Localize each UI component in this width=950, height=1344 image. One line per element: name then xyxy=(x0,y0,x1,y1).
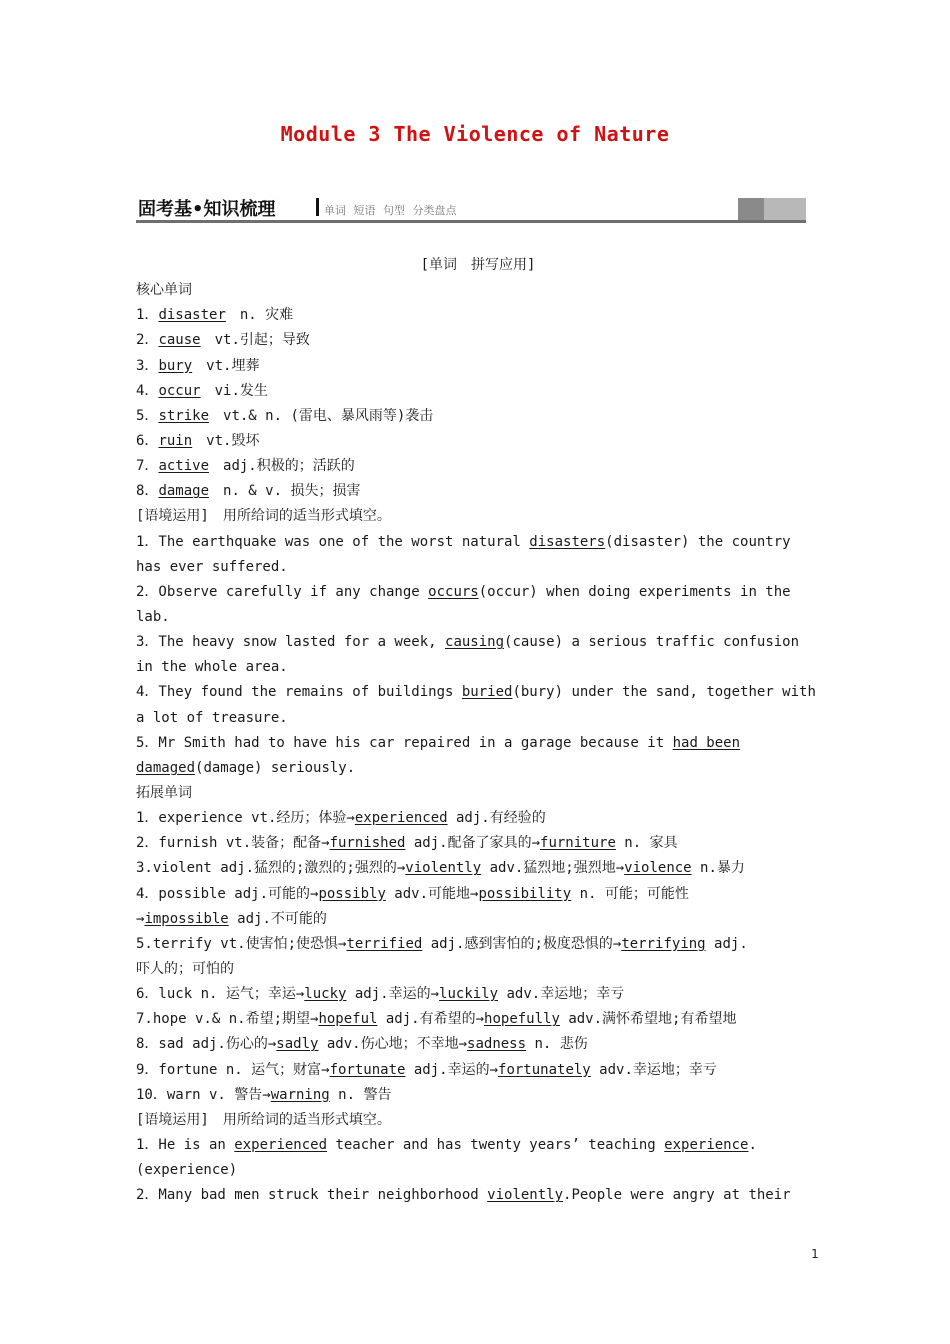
text-line xyxy=(136,882,820,907)
answer-text: occur xyxy=(158,382,201,399)
line-text: 1．He is an xyxy=(136,1136,235,1153)
line-text: adv.幸运地；幸亏 xyxy=(498,986,625,1003)
text-line xyxy=(136,781,820,806)
answer-text: furnished xyxy=(329,835,406,852)
answer-text: violently xyxy=(405,860,482,877)
line-text: 3．The heavy snow lasted for a week, xyxy=(136,634,446,651)
answer-text: fortunately xyxy=(498,1061,591,1078)
line-text: 8． xyxy=(136,483,159,500)
line-text: 5.terrify vt.使害怕;使恐惧→ xyxy=(136,935,347,952)
line-text: adv.猛烈地;强烈地→ xyxy=(481,860,625,877)
line-text: .People were angry at their xyxy=(563,1187,791,1204)
line-text: 1．experience vt.经历；体验→ xyxy=(136,810,355,827)
text-line xyxy=(136,1133,820,1158)
line-text: adj.不可能的 xyxy=(228,910,327,927)
line-text: 2．Observe carefully if any change xyxy=(136,583,429,600)
answer-text: strike xyxy=(158,407,210,424)
line-text: adj.有希望的→ xyxy=(377,1011,485,1028)
line-text: (experience) xyxy=(136,1162,238,1179)
text-line xyxy=(136,530,820,555)
line-text: n.暴力 xyxy=(691,860,745,877)
answer-text: occurs xyxy=(428,583,479,600)
text-line xyxy=(136,253,820,278)
line-text: adj.幸运的→ xyxy=(405,1061,499,1078)
answer-text: ruin xyxy=(158,432,193,449)
line-text: 拓展单词 xyxy=(136,784,192,801)
banner-light-block xyxy=(764,198,806,220)
line-text: vi.发生 xyxy=(200,382,268,399)
text-line xyxy=(136,580,820,605)
text-line xyxy=(136,706,820,731)
line-text: 4． xyxy=(136,382,159,399)
answer-text: violently xyxy=(487,1187,564,1204)
text-line xyxy=(136,655,820,680)
text-line xyxy=(136,429,820,454)
line-text: . xyxy=(748,1136,757,1153)
answer-text: furniture xyxy=(540,835,616,852)
line-text: 1． xyxy=(136,307,159,324)
line-text: adv.幸运地；幸亏 xyxy=(590,1061,717,1078)
line-text: n. 可能；可能性 xyxy=(571,885,689,902)
line-text: 6． xyxy=(136,432,159,449)
banner-dark-block xyxy=(738,198,764,220)
text-line xyxy=(136,907,820,932)
line-text: adj.感到害怕的;极度恐惧的→ xyxy=(422,935,622,952)
answer-text: sadly xyxy=(276,1036,319,1053)
section-banner xyxy=(136,193,806,225)
line-text: (cause) a serious traffic confusion xyxy=(504,634,800,651)
line-text: 8．sad adj.伤心的→ xyxy=(136,1036,277,1053)
line-text: 1．The earthquake was one of the worst natural xyxy=(136,533,530,550)
line-text: in the whole area. xyxy=(136,659,288,676)
line-text: 7． xyxy=(136,458,159,475)
line-text: [语境运用] 用所给词的适当形式填空。 xyxy=(136,1111,391,1128)
text-line xyxy=(136,278,820,303)
text-line xyxy=(136,1058,820,1083)
answer-text: terrified xyxy=(346,935,423,952)
text-line xyxy=(136,982,820,1007)
text-line xyxy=(136,957,820,982)
line-text: 4．possible adj.可能的→ xyxy=(136,885,319,902)
line-text: (damage) seriously. xyxy=(195,759,356,776)
text-line xyxy=(136,404,820,429)
text-line xyxy=(136,479,820,504)
answer-text: terrifying xyxy=(621,935,706,952)
text-line xyxy=(136,831,820,856)
answer-text: disasters xyxy=(529,533,606,550)
line-text: adj.积极的；活跃的 xyxy=(209,458,355,475)
line-text: 5． xyxy=(136,407,159,424)
answer-text: violence xyxy=(624,860,692,877)
line-text: n. 悲伤 xyxy=(526,1036,588,1053)
line-text: 2．furnish vt.装备；配备→ xyxy=(136,835,330,852)
line-text: 2．Many bad men struck their neighborhood xyxy=(136,1187,488,1204)
text-line xyxy=(136,630,820,655)
line-text: vt.埋葬 xyxy=(192,357,260,374)
text-line xyxy=(136,856,820,881)
line-text: lab. xyxy=(136,608,170,625)
answer-text: damage xyxy=(158,483,210,500)
text-line xyxy=(136,328,820,353)
line-text: vt.& n. (雷电、暴风雨等)袭击 xyxy=(209,407,434,424)
text-line xyxy=(136,555,820,580)
line-text: n. 灾难 xyxy=(225,307,294,324)
line-text: 3.violent adj.猛烈的;激烈的;强烈的→ xyxy=(136,860,406,877)
banner-heading: 固考基•知识梳理 xyxy=(138,199,276,220)
answer-text: luckily xyxy=(439,986,499,1003)
line-text: adv.可能地→ xyxy=(385,885,479,902)
answer-text: warning xyxy=(270,1086,330,1103)
line-text: adj.配备了家具的→ xyxy=(405,835,541,852)
line-text: (bury) under the sand, together with xyxy=(512,684,816,701)
line-text: (disaster) the country xyxy=(605,533,791,550)
line-text: 6．luck n. 运气；幸运→ xyxy=(136,986,305,1003)
text-line xyxy=(136,1007,820,1032)
line-text: 4．They found the remains of buildings xyxy=(136,684,462,701)
text-line xyxy=(136,1183,820,1208)
answer-text: cause xyxy=(158,332,201,349)
banner-rule xyxy=(136,220,806,223)
answer-text: disaster xyxy=(158,307,226,324)
line-text: 核心单词 xyxy=(136,282,192,299)
line-text: has ever suffered. xyxy=(136,558,288,575)
page-number: 1 xyxy=(811,1247,819,1261)
line-text: 10．warn v. 警告→ xyxy=(136,1086,271,1103)
answer-text: impossible xyxy=(144,910,229,927)
answer-text: hopeful xyxy=(318,1011,378,1028)
text-line xyxy=(136,756,820,781)
text-line xyxy=(136,379,820,404)
line-text: 3． xyxy=(136,357,159,374)
text-line xyxy=(136,354,820,379)
answer-text: damaged xyxy=(136,759,196,776)
line-text: vt.毁坏 xyxy=(192,432,260,449)
text-line xyxy=(136,1083,820,1108)
answer-text: lucky xyxy=(304,986,347,1003)
line-text: adj.有经验的 xyxy=(447,810,546,827)
line-text: n. 家具 xyxy=(615,835,678,852)
banner-divider xyxy=(316,198,319,216)
text-line xyxy=(136,932,820,957)
line-text: n. 警告 xyxy=(329,1086,392,1103)
line-text: adv.满怀希望地;有希望地 xyxy=(559,1011,737,1028)
answer-text: active xyxy=(158,458,210,475)
answer-text: sadness xyxy=(467,1036,527,1053)
text-line xyxy=(136,1032,820,1057)
document-body xyxy=(136,253,820,1208)
text-line xyxy=(136,454,820,479)
text-line xyxy=(136,303,820,328)
text-line xyxy=(136,504,820,529)
answer-text: possibility xyxy=(478,885,572,902)
answer-text: fortunate xyxy=(329,1061,406,1078)
line-text: [单词 拼写应用] xyxy=(420,257,536,273)
line-text: adj.幸运的→ xyxy=(346,986,440,1003)
line-text: adv.伤心地；不幸地→ xyxy=(318,1036,468,1053)
line-text: 9．fortune n. 运气；财富→ xyxy=(136,1061,330,1078)
line-text: n. & v. 损失；损害 xyxy=(209,483,361,500)
answer-text: buried xyxy=(461,684,513,701)
line-text: (occur) when doing experiments in the xyxy=(478,583,791,600)
text-line xyxy=(136,806,820,831)
text-line xyxy=(136,1158,820,1183)
answer-text: possibly xyxy=(318,885,386,902)
line-text: vt.引起；导致 xyxy=(200,332,310,349)
line-text: a lot of treasure. xyxy=(136,709,288,726)
line-text: teacher and has twenty years’ teaching xyxy=(327,1136,665,1153)
text-line xyxy=(136,605,820,630)
answer-text: had been xyxy=(672,734,741,751)
answer-text: causing xyxy=(445,634,505,651)
line-text: 2． xyxy=(136,332,159,349)
text-line xyxy=(136,1108,820,1133)
banner-subheading: 单词 短语 句型 分类盘点 xyxy=(324,204,457,217)
line-text: [语境运用] 用所给词的适当形式填空。 xyxy=(136,508,391,525)
answer-text: hopefully xyxy=(484,1011,560,1028)
answer-text: experience xyxy=(664,1136,749,1153)
line-text: adj. xyxy=(705,935,748,952)
text-line xyxy=(136,731,820,756)
answer-text: experienced xyxy=(354,810,448,827)
answer-text: experienced xyxy=(234,1136,328,1153)
answer-text: bury xyxy=(158,357,193,374)
page-title: Module 3 The Violence of Nature xyxy=(280,122,670,146)
text-line xyxy=(136,680,820,705)
line-text: → xyxy=(136,910,145,927)
line-text: 7.hope v.& n.希望;期望→ xyxy=(136,1011,319,1028)
line-text: 5．Mr Smith had to have his car repaired in a garage because it xyxy=(136,734,673,751)
line-text: 吓人的；可怕的 xyxy=(136,960,234,977)
